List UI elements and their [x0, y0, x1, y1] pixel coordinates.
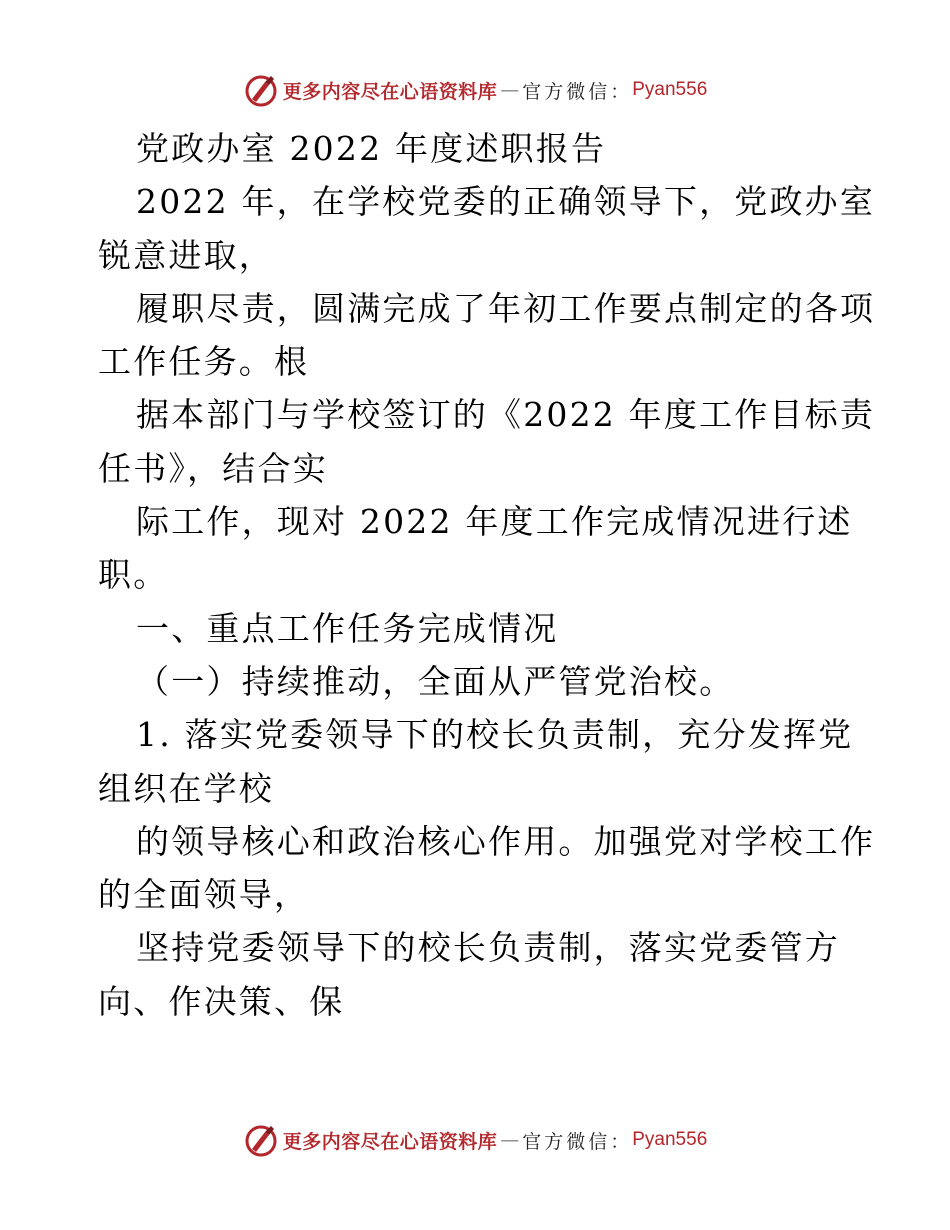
- text-line: 组织在学校: [98, 768, 274, 808]
- text-line: 锐意进取，: [98, 235, 274, 275]
- text-line: 工作任务。根: [98, 342, 310, 382]
- text-line: 一、重点工作任务完成情况: [136, 608, 559, 648]
- watermark-text: 更多内容尽在心语资料库: [282, 1130, 498, 1153]
- footer-watermark: [0, 1120, 950, 1160]
- watermark-dash: —: [500, 79, 520, 101]
- watermark-account: Pyan556: [632, 79, 708, 100]
- text-line: 1. 落实党委领导下的校长负责制，充分发挥党: [136, 715, 854, 755]
- text-line: 职。: [98, 555, 169, 595]
- text-line: 的全面领导，: [98, 875, 310, 915]
- watermark-label: 官方微信：: [522, 80, 633, 103]
- text-line: 坚持党委领导下的校长负责制，落实党委管方: [136, 928, 840, 968]
- pen-logo-icon: [243, 1122, 279, 1158]
- text-line: 任书》，结合实: [98, 448, 328, 488]
- text-line: 2022 年，在学校党委的正确领导下，党政办室: [136, 182, 876, 222]
- text-line: 履职尽责，圆满完成了年初工作要点制定的各项: [136, 288, 876, 328]
- document-body: [98, 122, 876, 1028]
- header-watermark: [0, 70, 950, 110]
- watermark-label: 官方微信：: [522, 1130, 633, 1153]
- watermark-account: Pyan556: [632, 1129, 708, 1150]
- text-line: 的领导核心和政治核心作用。加强党对学校工作: [136, 821, 876, 861]
- text-line: 际工作，现对 2022 年度工作完成情况进行述: [136, 502, 853, 542]
- text-line: 党政办室 2022 年度述职报告: [136, 129, 607, 168]
- pen-logo-icon: [243, 72, 279, 108]
- watermark-text: 更多内容尽在心语资料库: [282, 80, 498, 103]
- text-line: 据本部门与学校签订的《2022 年度工作目标责: [136, 395, 876, 435]
- watermark-dash: —: [500, 1129, 520, 1151]
- text-line: （一）持续推动，全面从严管党治校。: [136, 661, 735, 701]
- text-line: 向、作决策、保: [98, 981, 345, 1021]
